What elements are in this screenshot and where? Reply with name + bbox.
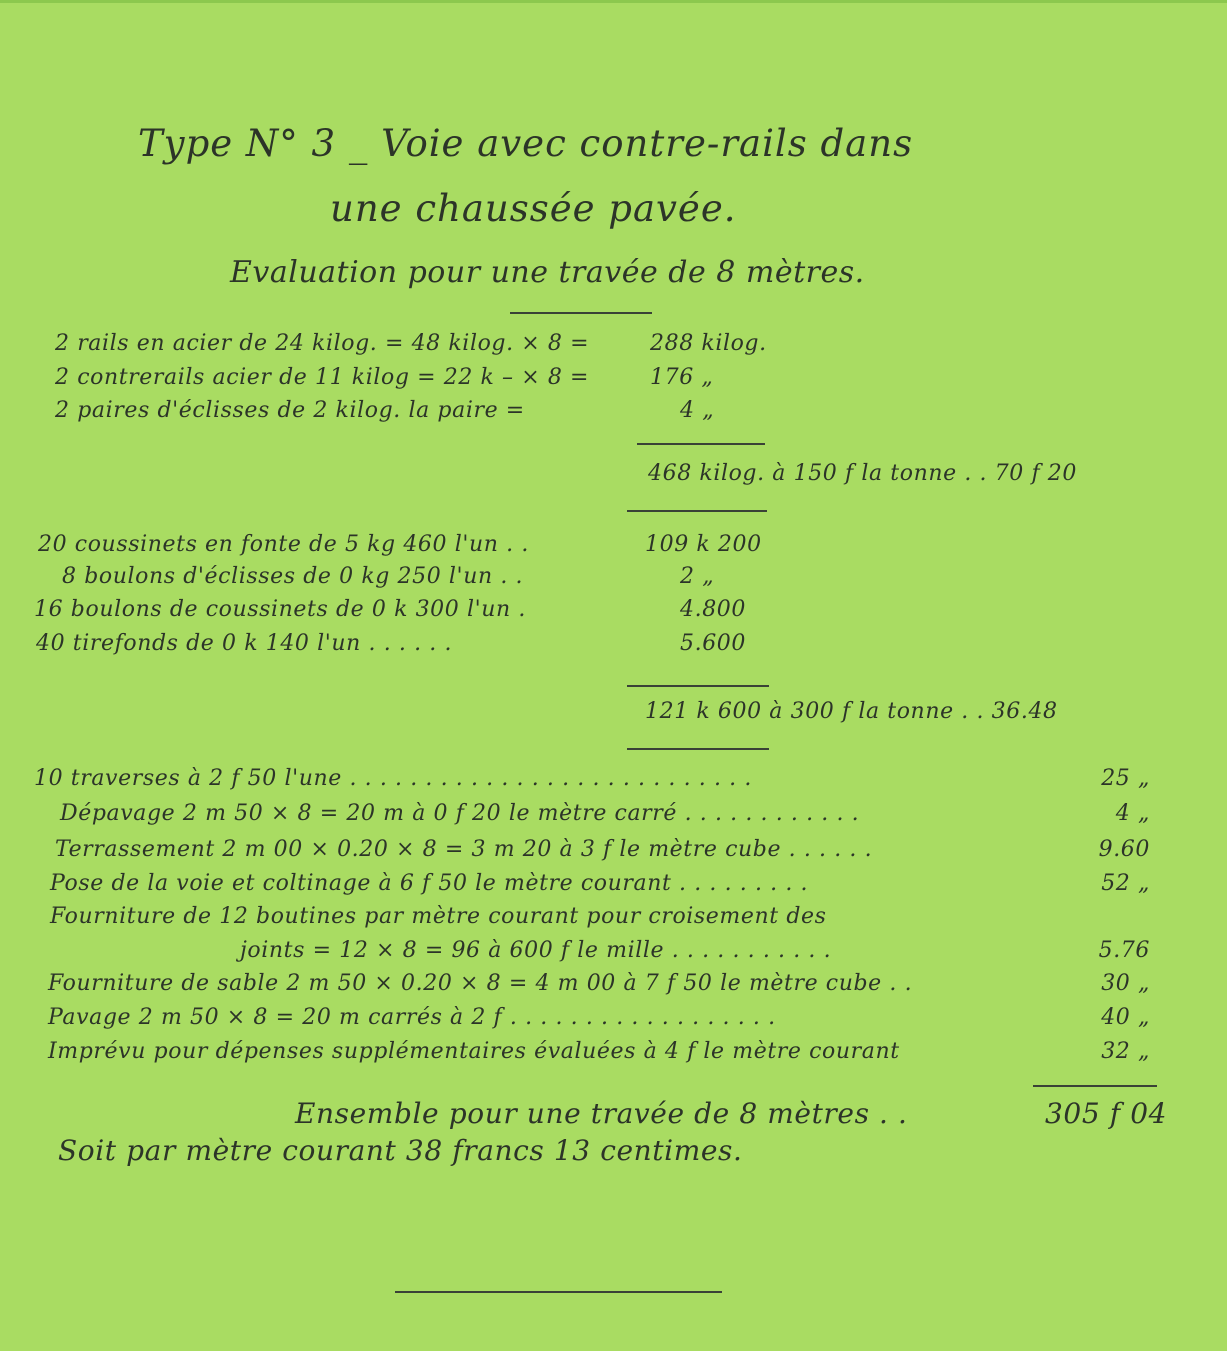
- ensemble-sum-rule: [1033, 1085, 1157, 1087]
- works-line-3-desc: Terrassement 2 m 00 × 0.20 × 8 = 3 m 20 à 3 f le mètre cube . . . . . .: [55, 837, 873, 862]
- rails-line-3-qty: 4 „: [680, 398, 715, 423]
- fittings-line-3-desc: 16 boulons de coussinets de 0 k 300 l'un .: [34, 597, 526, 622]
- fittings-line-4-qty: 5.600: [680, 631, 746, 656]
- title-line-1: Type N° 3 _ Voie avec contre-rails dans: [138, 122, 914, 165]
- rails-line-1-qty: 288 kilog.: [650, 331, 767, 356]
- rails-total: 468 kilog. à 150 f la tonne . . 70 f 20: [648, 461, 1078, 486]
- fittings-line-4-desc: 40 tirefonds de 0 k 140 l'un . . . . . .: [36, 631, 453, 656]
- fittings-line-1-qty: 109 k 200: [645, 532, 762, 557]
- fittings-total-rule: [627, 748, 769, 750]
- fittings-line-3-qty: 4.800: [680, 597, 746, 622]
- rails-line-1-desc: 2 rails en acier de 24 kilog. = 48 kilog. × 8 =: [55, 331, 590, 356]
- page-top-edge: [0, 0, 1227, 3]
- per-metre-text: Soit par mètre courant 38 francs 13 centimes.: [58, 1134, 743, 1167]
- works-line-3-amount: 9.60: [1098, 837, 1150, 862]
- works-line-1-desc: 10 traverses à 2 f 50 l'une . . . . . . . . . . . . . . . . . . . . . . . . . . .: [34, 766, 752, 791]
- works-line-2-desc: Dépavage 2 m 50 × 8 = 20 m à 0 f 20 le mètre carré . . . . . . . . . . . .: [60, 801, 860, 826]
- works-line-7-desc: Fourniture de sable 2 m 50 × 0.20 × 8 = 4 m 00 à 7 f 50 le mètre cube . .: [48, 971, 913, 996]
- works-line-8-desc: Pavage 2 m 50 × 8 = 20 m carrés à 2 f . . . . . . . . . . . . . . . . . .: [48, 1005, 776, 1030]
- fittings-total: 121 k 600 à 300 f la tonne . . 36.48: [645, 699, 1058, 724]
- works-line-6-amount: 5.76: [1098, 938, 1150, 963]
- ensemble-amount: 305 f 04: [1045, 1097, 1168, 1130]
- fittings-line-1-desc: 20 coussinets en fonte de 5 kg 460 l'un . .: [38, 532, 529, 557]
- fittings-line-2-qty: 2 „: [680, 564, 715, 589]
- works-line-5-desc: Fourniture de 12 boutines par mètre courant pour croisement des: [50, 904, 827, 929]
- works-line-4-desc: Pose de la voie et coltinage à 6 f 50 le mètre courant . . . . . . . . .: [50, 871, 809, 896]
- fittings-sum-rule: [627, 685, 769, 687]
- works-line-6-desc: joints = 12 × 8 = 96 à 600 f le mille . . . . . . . . . . .: [240, 938, 832, 963]
- works-line-9-desc: Imprévu pour dépenses supplémentaires évaluées à 4 f le mètre courant: [48, 1039, 900, 1064]
- rails-total-rule: [627, 510, 767, 512]
- rails-sum-rule: [637, 443, 765, 445]
- works-line-4-amount: 52 „: [1101, 871, 1150, 896]
- fittings-line-2-desc: 8 boulons d'éclisses de 0 kg 250 l'un . .: [62, 564, 524, 589]
- subtitle: Evaluation pour une travée de 8 mètres.: [230, 255, 865, 290]
- works-line-1-amount: 25 „: [1101, 766, 1150, 791]
- works-line-7-amount: 30 „: [1101, 971, 1150, 996]
- rails-line-2-qty: 176 „: [650, 365, 714, 390]
- ensemble-label: Ensemble pour une travée de 8 mètres . .: [295, 1097, 908, 1130]
- title-underline: [510, 312, 652, 314]
- works-line-2-amount: 4 „: [1115, 801, 1150, 826]
- bottom-rule: [395, 1291, 722, 1293]
- rails-line-3-desc: 2 paires d'éclisses de 2 kilog. la paire =: [55, 398, 525, 423]
- works-line-9-amount: 32 „: [1101, 1039, 1150, 1064]
- title-line-2: une chaussée pavée.: [330, 187, 737, 230]
- rails-line-2-desc: 2 contrerails acier de 11 kilog = 22 k – × 8 =: [55, 365, 590, 390]
- works-line-8-amount: 40 „: [1101, 1005, 1150, 1030]
